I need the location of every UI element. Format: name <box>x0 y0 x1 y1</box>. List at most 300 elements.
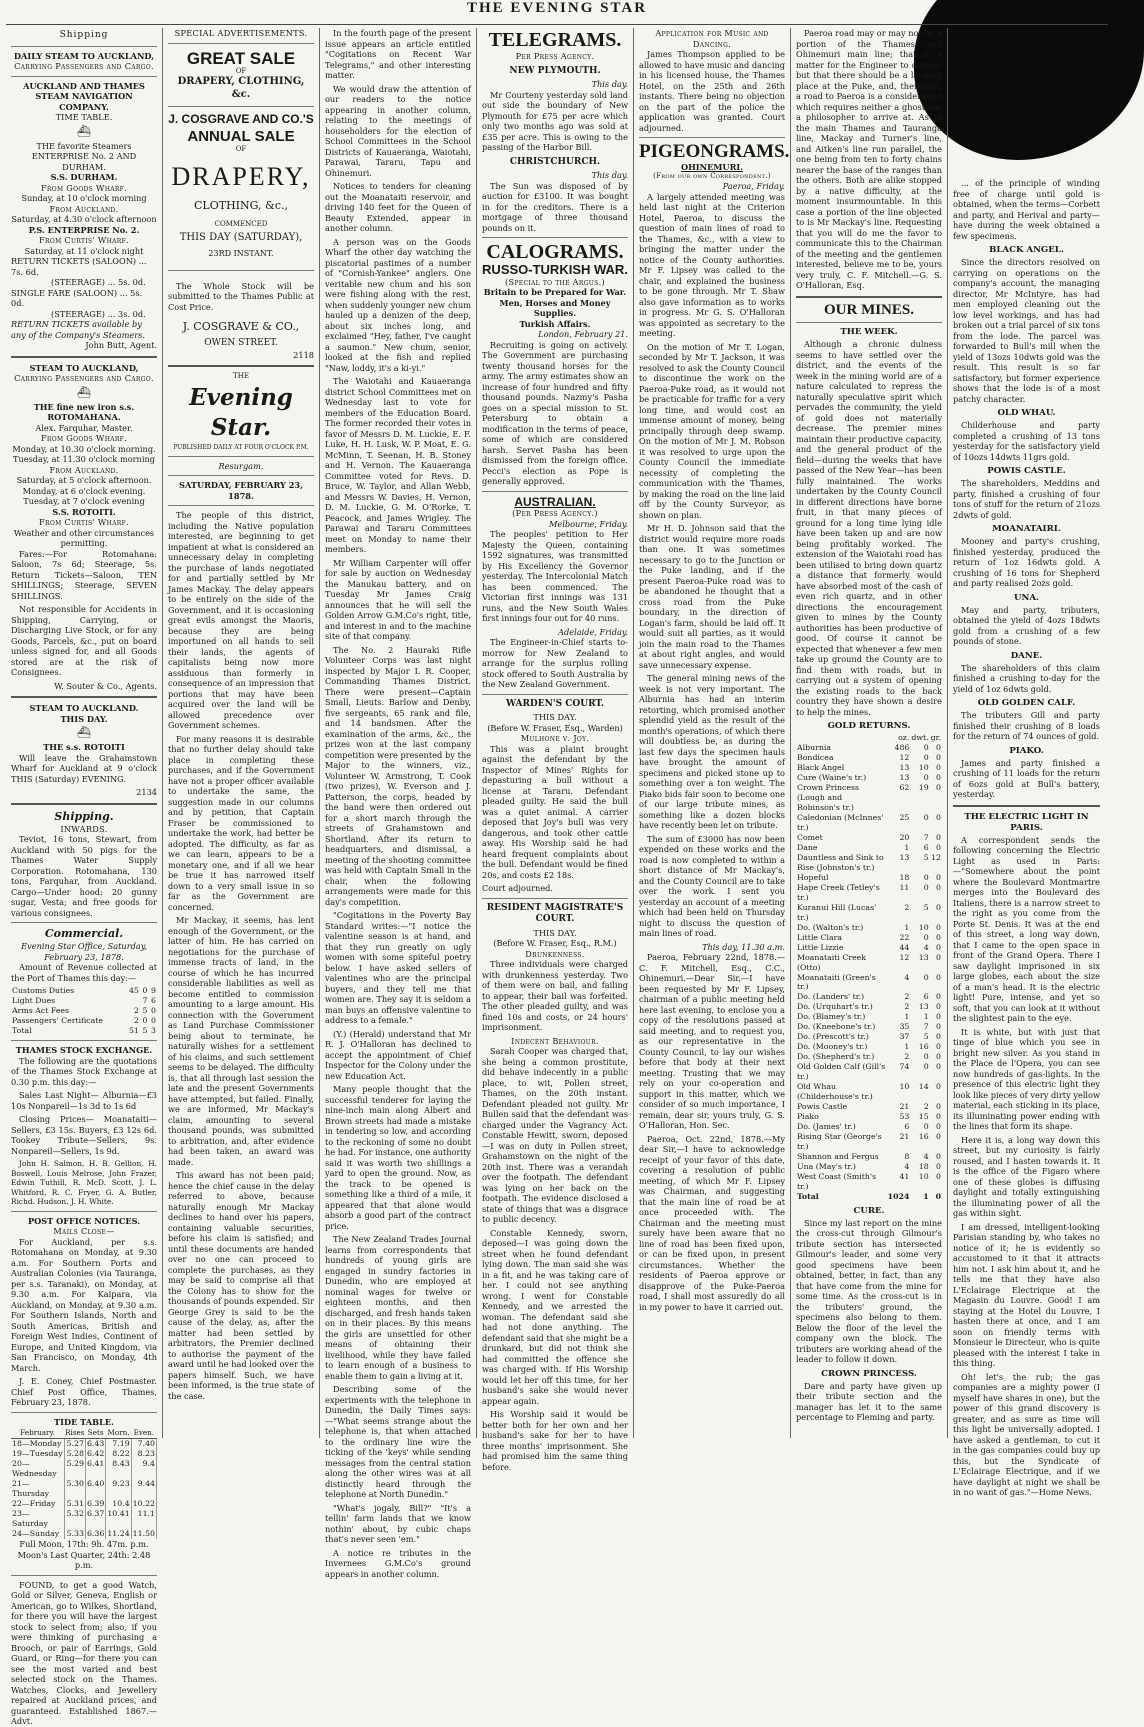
steamer-icon: ⛴ <box>77 385 91 399</box>
tide-cell: 10.41 <box>106 1509 131 1529</box>
gold-dwt: 0 <box>923 1062 929 1072</box>
electric-light-heading: THE ELECTRIC LIGHT IN PARIS. <box>964 811 1089 833</box>
gold-gr: 0 <box>936 1132 941 1141</box>
masthead-rule <box>6 24 1108 25</box>
gold-dwt: 4 <box>923 942 929 952</box>
gold-row <box>796 992 942 1002</box>
gold-oz: 2 <box>904 992 910 1002</box>
ad-day: THIS DAY. <box>60 713 108 724</box>
great-sale-title: GREAT SALE <box>186 48 296 68</box>
place-heading: NEW PLYMOUTH. <box>509 65 601 76</box>
mine-name: Comet <box>797 832 823 842</box>
gold-gr: 0 <box>936 743 941 753</box>
gold-row <box>796 1032 942 1042</box>
revenue-pounds: 2 <box>133 1016 139 1026</box>
gold-row <box>796 1062 942 1082</box>
news-paragraph: (Y.) (Herald) understand that Mr R. J. O'Halloran has declined to accept the appointment of Chief Inspector for the Colony under the new Education Act. <box>325 1028 471 1081</box>
mine-heading: CURE. <box>853 1205 885 1216</box>
revenue-label: Passengers' Certificate <box>12 1016 104 1026</box>
gold-dwt: 13 <box>918 1002 929 1012</box>
revenue-shillings: 7 <box>142 996 148 1006</box>
mine-name: Alburnia <box>797 743 832 753</box>
mine-paragraph: The shareholders of this claim finished a crushing to-day for the yield of 1oz 6dwts gold. <box>953 662 1100 694</box>
news-paragraph: Describing some of the experiments with the telephone in Dunedin, the Daily Times says:—"What seems strange about the telephone is, that when attached to the ordinary line wire the ticking of the 'keys' while sending messages from the central station along the other wires was at all distinctly heard through the telephone at North Dunedin." <box>325 1384 471 1499</box>
gold-gr: 0 <box>936 972 941 982</box>
ad-number: 2134 <box>136 787 157 798</box>
gold-gr: 0 <box>936 922 941 932</box>
dateline: Evening Star Office, Saturday, February 23, 1878. <box>21 941 147 962</box>
court-paragraph: Sarah Cooper was charged that, she being a common prostitute, did behave indecently in a public place, to wit, Pollen street, Thames, on the 20th instant. Defendant pleaded not guilty. Mr Bullen said that the defendant was charged under the Vagrancy Act. Constable Hewitt, sworn, deposed—I was on duty in Pollen street, Grahamstown on the night of the 20th inst. There was a verandah over the footpath. The defendant was lying on her back on the footpath. The evidence disclosed a state of things that was a disgrace to public decency. <box>482 1046 628 1225</box>
schedule-line: From Curtis' Wharf. <box>39 517 129 528</box>
masthead: THE EVENING STAR <box>466 0 648 16</box>
revenue-pence: 6 <box>151 996 156 1006</box>
gold-oz: 11 <box>899 882 910 892</box>
gold-row <box>796 1152 942 1162</box>
fare-line: SINGLE FARE (SALOON) ... 5s. 0d. <box>11 287 143 309</box>
mine-heading: PIAKO. <box>1009 745 1044 756</box>
mine-name: Piako <box>797 1112 819 1122</box>
gold-dwt: 0 <box>923 932 929 942</box>
revenue-row <box>11 1006 157 1016</box>
enterprise-head: P.S. ENTERPRISE No. 2. <box>28 224 140 235</box>
tide-cell: 5.33 <box>64 1529 85 1539</box>
news-paragraph: "What's jogaly, Bill?" "It's a tellin' farm lands that we know nothin' about, by cubic chaps that's never seen 'em." <box>325 1502 471 1544</box>
gold-gr: 0 <box>936 932 941 942</box>
steamer-icon: ⛴ <box>77 726 91 740</box>
this-day-line: THIS DAY (SATURDAY), <box>179 232 303 244</box>
stock-intro: The following are the quotations of the Thames Stock Exchange at 0.30 p.m. this day:— <box>11 1055 157 1087</box>
gold-row <box>796 763 942 773</box>
schedule-line: From Auckland. <box>49 203 119 214</box>
mine-paragraph: Childerhouse and party completed a crushing of 13 tons yesterday for the satisfactory yield of 10ozs 14dwts 11grs gold. <box>953 420 1100 462</box>
court-paragraph: His Worship said it would be better both for her own and her husband's sake for her to have three months' imprisonment. She had promised him the same thing before. <box>482 1409 628 1472</box>
gold-row <box>796 1042 942 1052</box>
gold-gr: 12 <box>931 852 941 862</box>
revenue-row <box>11 996 157 1006</box>
address: OWEN STREET. <box>204 338 278 349</box>
gold-oz: 62 <box>899 783 910 793</box>
mine-heading: MOANATAIRI. <box>992 524 1061 534</box>
schedule-line: Saturday, at 11 o'clock night <box>24 245 144 256</box>
schedule-line: Saturday, at 4.30 o'clock afternoon <box>11 214 157 225</box>
revenue-label: Light Dues <box>12 996 56 1006</box>
instant-line: 23RD INSTANT. <box>208 249 274 259</box>
war-heading: RUSSO-TURKISH WAR. <box>482 262 628 278</box>
section-heading: SPECIAL ADVERTISEMENTS. <box>174 28 308 38</box>
gold-row <box>796 1162 942 1172</box>
gold-gr: 0 <box>936 1062 941 1072</box>
dateline: This day, 11.30 a.m. <box>702 941 785 952</box>
gold-gr: 0 <box>936 1002 941 1012</box>
gold-unit-header: dwt. <box>911 733 929 743</box>
mine-name: Kuranui Hill (Lucas' tr.) <box>797 902 877 922</box>
mine-name: Rising Star (George's tr.) <box>797 1132 882 1151</box>
tide-row <box>11 1509 157 1529</box>
mine-name: Do. (Mooney's tr.) <box>797 1042 868 1052</box>
tide-cell: 5.27 <box>64 1439 85 1449</box>
gold-dwt: 10 <box>918 1171 929 1181</box>
revenue-pounds: 45 <box>128 986 139 996</box>
court-paragraph: Three individuals were charged with drunkenness yesterday. Two of them were on bail, and failing to appear, their bail was forfeited. The other pleaded guilty, and was fined 10s and costs, or 24 hours' imprisonment. <box>482 959 628 1033</box>
schedule-line: Saturday, at 5 o'clock afternoon. Monday, at 6 o'clock evening. Tuesday, at 7 o'clock evening <box>16 475 152 507</box>
mine-name: Do. (Kneebone's tr.) <box>797 1022 876 1032</box>
dateline: London, February 21. <box>538 329 628 340</box>
gold-dwt: 0 <box>923 1052 929 1062</box>
tide-cell: 23—Saturday <box>11 1509 64 1529</box>
gold-row <box>796 1002 942 1012</box>
tide-column-header: Rises <box>65 1428 85 1438</box>
case-name: Mulhone v. Joy. <box>520 733 590 744</box>
pigeongram-paragraph: The general mining news of the week is not very important. The Alburnia has had an interim retorting, which promised another splendid yield as the result of the month's operations, of which there will doubtless be, as during the last few days the specimen hauls have brought the amount of specimens and picked stone up to something over a ton weight. The Piako bids fair soon to become one of our large tribute mines, as something like a dozen blocks have recently been let on tribute. <box>639 673 785 831</box>
motto: Resurgam. <box>218 460 264 471</box>
mine-name: Caledonian (McInnes' tr.) <box>797 813 884 832</box>
gold-oz: 13 <box>899 773 910 783</box>
agent-signature: John Butt, Agent. <box>85 340 157 351</box>
news-paragraph: Notices to tenders for cleaning out the Moanataiti reservoir, and driving 140 feet for the Queen of Beauty Extended, appear in another column. <box>325 181 471 233</box>
gold-gr: 0 <box>936 1161 941 1171</box>
news-paragraph: In the fourth page of the present issue appears an article entitled "Cogitations on Recent War Telegrams," and other interesting matter. <box>325 28 471 80</box>
tide-table <box>11 1427 157 1539</box>
gold-dwt: 1 <box>923 1012 929 1022</box>
mines-heading: OUR MINES. <box>823 301 914 318</box>
gold-oz: 12 <box>899 952 910 962</box>
gold-total-label: Total <box>797 1191 819 1201</box>
mine-name: Una (May's tr.) <box>797 1161 856 1171</box>
gold-gr: 0 <box>936 1012 941 1022</box>
leader-paragraph: The people of this district, including the Native population interested, are beginning to get impatient at what is considered an unnecessary delay in completing the purchase of lands negotiated for and partially settled by Mr James Mackay. The delay appears to be entirely on the side of the Government, and it is occasioning great evils amongst the Maoris, because they are being importuned on all hands to sell their lands, the agents of capitalists being now more assiduous than formerly in consequence of an impression that portions that may have been acquired over the land will be allowed precedence over Government schemes. <box>168 510 314 731</box>
gold-dwt: 15 <box>918 1112 929 1122</box>
gold-oz: 4 <box>904 972 910 982</box>
mine-heading: CROWN PRINCESS. <box>821 1368 917 1379</box>
gold-dwt: 16 <box>918 1042 929 1052</box>
mine-name: Hopeful <box>797 872 829 882</box>
subheading: Per Press Agency. <box>515 51 595 61</box>
mine-paragraph: Since the directors resolved on carrying on operations on the company's account, the managing director, Mr McIntyre, has had men employed cleaning out the low level workings, and has had broken out a trial parcel of six tons from the lode. The parcel was forwarded to Bull's mill when the yield of 13ozs 10dwts gold was the result. This result is so far satisfactory, but former experience shows that the lode is of a most patchy character. <box>953 257 1100 404</box>
news-paragraph: "Cogitations in the Poverty Bay Standard writes:—"I notice the valentine season is at hand, and that they run greatly on ugly women with some spiteful poetry below. I have asked sellers of valentines who are the principal buyers, and they tell me that women are. They say it is seldom a man buys an offensive valentine to address to a female." <box>325 910 471 1025</box>
gold-unit-header: oz. <box>898 733 910 743</box>
deck-line: Turkish Affairs. <box>519 318 591 329</box>
tide-cell: 6.41 <box>85 1459 105 1479</box>
annual-sale-title: ANNUAL SALE <box>187 128 295 146</box>
gold-gr: 0 <box>936 942 941 952</box>
gold-gr: 0 <box>936 872 941 882</box>
mine-name: Hape Creek (Tetley's tr.) <box>797 882 880 902</box>
mine-name: Moanataiti Creek (Otto) <box>797 952 867 972</box>
mine-heading: UNA. <box>1013 592 1039 603</box>
mine-name: Dauntless and Sink to Rise (Johnston's tr.) <box>797 852 884 872</box>
mine-name: Old Whau (Childerhouse's tr.) <box>797 1082 873 1102</box>
schedule-line: From Goods Wharf. <box>40 433 128 444</box>
schedule-line: From Goods Wharf. <box>40 182 128 193</box>
signature: J. COSGRAVE & CO., <box>182 320 300 334</box>
gold-row <box>796 973 942 993</box>
drapery-line: DRAPERY, CLOTHING, &c. <box>177 76 305 101</box>
gold-dwt: 0 <box>923 773 929 783</box>
gold-gr: 0 <box>936 763 941 773</box>
company-name: AUCKLAND AND THAMES STEAM NAVIGATION COMPANY. <box>23 80 145 112</box>
schedule-line: From Auckland. <box>49 464 119 475</box>
mine-name: Do. (Urquhart's tr.) <box>797 1002 873 1012</box>
gold-gr: 0 <box>936 1102 941 1112</box>
letter-paragraph: Paeroa, Oct. 22nd, 1878.—My dear Sir,—I have to acknowledge receipt of your favor of this date, covering a resolution of public meeting, of which Mr F. Lipsey was Chairman, and suggesting that the main line of road be at once proceeded with. The Chairman and the meeting must surely have been aware that no line of road has been fixed upon, or can be fixed upon, in present circumstances. Whether the residents of Paeroa approve or disapprove of the Puke-Paeroa road, I shall most assuredly do all in my power to have it carried out. <box>639 1133 785 1312</box>
gold-oz: 25 <box>899 813 910 822</box>
gold-oz: 12 <box>899 753 910 763</box>
article-paragraph: Here it is, a long way down this street, but my curiosity is fairly roused, and I hasten towards it. It is the office of the Figaro where one of these globes is diffusing daylight and totally extinguishing the illuminating power of all the gas within sight. <box>953 1134 1100 1218</box>
gold-row <box>796 773 942 783</box>
revenue-label: Customs Duties <box>12 986 75 996</box>
gold-oz: 18 <box>899 872 910 882</box>
gold-oz: 13 <box>899 852 910 862</box>
mine-paragraph: ... of the principle of winding free of charge until gold is obtained, when the terms—Corbett and party, and Herival and party—have during the week obtained a few specimens. <box>953 178 1100 241</box>
gold-gr: 0 <box>936 773 941 783</box>
issue-date: SATURDAY, FEBRUARY 23, 1878. <box>179 480 303 501</box>
ad-number: 2118 <box>293 349 314 360</box>
weather-note: Weather and other circumstances permitting. <box>13 527 155 549</box>
leader-paragraph: Mr Mackay, it seems, has lent enough of the Government, or the latter of him. He has carried on negotiations for the purchase of immense tracts of land, in the course of which he has incurred considerable liabilities as well as become entitled to commission amounting to a large amount. His connection with the Government as Land Purchase Commissioner being about to terminate, he naturally wishes for a settlement of his claims, and such settlement seems to be delayed. The difficulty is, that all through last session the late and the present Governments have attempted, but failed. Finally, we are informed, Mr Mackay's claim, amounting to several thousand pounds, was submitted to arbitration, and, after evidence had been taken, an award was made. <box>168 915 314 1167</box>
revenue-pence: 3 <box>151 1026 156 1036</box>
court-before: (Before W. Fraser, Esq., R.M.) <box>493 938 617 949</box>
revenue-label: Total <box>12 1026 32 1036</box>
tide-cell: 5.32 <box>64 1509 85 1529</box>
gold-dwt: 18 <box>918 1161 929 1171</box>
subheading: (Per Press Agency.) <box>512 508 598 519</box>
shipping-paragraph: Teviot, 16 tons, Stewart, from Auckland with 50 pigs for the Thames Water Supply Corporation. Rotomahana, 130 tons, Farquhar, from Auckland. Cargo—Under hood: 20 gunny sugar, Vesta; and free goods for various consignees. <box>11 834 157 918</box>
gold-gr: 0 <box>936 1042 941 1052</box>
mine-name: Black Angel <box>797 763 845 773</box>
news-paragraph: The No. 2 Hauraki Rifle Volunteer Corps was last night inspected by Major I. R. Cooper, Commanding Thames District. There were present—Captain Small, Lieuts. Barlow and Denby, five sergeants, 65 rank and file, and 14 bandsmen. After the examination of the arms, &c., the prizes won at the last company competition were presented by the Major to the winners, viz., Volunteer W. Armstrong, T. Cook (two prizes), W. Everson and J. Patterson, the corps, headed by the band were then ordered out for a short march through the streets of Grahamstown and Shortland. After its return to headquarters, and dismissal, a meeting of the shooting committee was held with Captain Small in the chair, when the following arrangements were made for this day's competition. <box>325 644 471 907</box>
gold-row <box>796 743 942 753</box>
jeweller-advert: FOUND, to get a good Watch, Gold or Silver, Geneva, English or American, go to Wilkes, Shortland, for there you will have the largest stock to select from; also, if you were thinking of purchasing a Brooch, or pair of Earrings, Gold Guard, or Ring—for there you can see the most varied and best selected stock on the Thames. Watches, Clocks, and Jewellery repaired at Auckland prices, and guaranteed. Established 1867.—Advt. <box>11 1579 157 1726</box>
gold-gr: 0 <box>936 753 941 763</box>
agent-signature: W. Souter & Co., Agents. <box>54 680 157 691</box>
section-heading: THAMES STOCK EXCHANGE. <box>15 1045 153 1056</box>
tide-cell: 6.37 <box>85 1509 105 1529</box>
stock-brokers: John H. Salmon, H. B. Gellion, H. Boswell, Louis Melrose, John Frazer, Edwin Tuthill, R. McD. Scott, J. L. Whitford, R. C. Fryer, G. A. Butler, Richd. Hudson, J. H. White. <box>11 1159 157 1207</box>
gold-oz: 1 <box>904 1012 910 1022</box>
gold-header-blank <box>796 733 887 743</box>
news-paragraph: The New Zealand Trades Journal learns from correspondents that hundreds of young girls are engaged in sundry factories in Dunedin, who are employed at nominal wages for twelve or eighteen months, and then discharged, and fresh hands taken on in their places. By this means the girls are unsettled for other means of obtaining their livelihood, while they have failed to learn enough of a business to enable them to gain a living at it. <box>325 1234 471 1381</box>
gold-gr: 0 <box>936 1122 941 1132</box>
news-paragraph: A person was on the Goods Wharf the other day watching the piscatorial pastimes of a number of "Cornish-Yankee" anglers. One veritable new chum and his son were fishing along with the rest, when suddenly younger new chum hauled up a denizen of the deep, about six inches long, and exclaimed "Hey, father, I've caught a saumon." New chum, senior, looked at the fish and replied "Naw, loddy, it's a ki-yi." <box>325 236 471 373</box>
pigeongram-paragraph: The sum of £3000 has now been expended on these works and the road is now completed to within a short distance of Mr Mackay's, and the County Council are to take over the work. I sent you yesterday an account of a meeting which had been held on Thursday night to discuss the question of main lines of road. <box>639 833 785 939</box>
place-heading: OHINEMURI. <box>680 161 744 172</box>
gold-gr: 0 <box>936 813 941 822</box>
gold-row <box>796 843 942 853</box>
section-heading: POST OFFICE NOTICES. <box>27 1215 141 1226</box>
subheading: (From our own Correspondent.) <box>653 172 771 181</box>
tide-cell: 6.40 <box>85 1479 105 1499</box>
tide-cell: 19—Tuesday <box>12 1449 63 1459</box>
pigeongram-paragraph: A largely attended meeting was held last night at the Criterion Hotel, Paeroa, to discuss the question of main lines of road to the Thames, &c., with a view to bringing the matter under the notice of the County authorities. Mr F. Lipsey was called to the chair, and explained the business to be gone through. Mr T. Shaw also gave information as to works in progress. Mr G. S. O'Halloran was appointed as secretary to the meeting. <box>639 191 785 339</box>
tide-cell: 18—Monday <box>11 1439 64 1449</box>
telegram-paragraph: The Engineer-in-Chief starts to-morrow for New Zealand to arrange for the surplus rolling stock offered to South Australia by the New Zealand Government. <box>482 637 628 690</box>
tide-cell: 8.23 <box>131 1449 156 1459</box>
gold-oz: 74 <box>899 1062 910 1072</box>
steamer-name: THE s.s. ROTOITI <box>43 742 125 753</box>
steamer-name: S.S. ROTOITI. <box>52 506 116 517</box>
tide-note: Full Moon, 17th: 9h. 47m. p.m. Moon's Last Quarter, 24th: 2.48 p.m. <box>17 1539 151 1570</box>
court-before: (Before W. Fraser, Esq., Warden) <box>487 722 623 733</box>
gold-gr: 0 <box>936 783 941 793</box>
ad-subtitle: Carrying Passengers and Cargo. <box>14 373 154 384</box>
paper-nameplate: Evening Star. <box>189 384 293 441</box>
gold-row <box>796 953 942 973</box>
article-paragraph: I am dressed, intelligent-looking Parisian standing by, who takes no notice of it; he is evidently so accustomed to it that it attracts him not. I ask him about it, and he tells me that they have also L'Eclairage Electrique at the Magasin du Louvre. Good! I am staying at the Hotel du Louvre, I hasten there at once, and I am soon on friendly terms with Monsieur le Directeur, who is quite pleased with the interest I take in this thing. <box>953 1221 1100 1368</box>
tide-row <box>11 1459 157 1479</box>
schedule-line: From Curtis' Wharf. <box>39 235 129 246</box>
connector-text: OF <box>235 145 247 154</box>
gold-gr: 0 <box>936 952 941 962</box>
stock-closing: Closing Prices— Moanataiti—Sellers, £3 15s. Buyers, £3 12s 6d. Tookey Tribute—Sellers, 9s. Nonpareil—Sellers, 1s 9d. <box>11 1114 157 1156</box>
gold-row <box>796 1022 942 1032</box>
gold-gr: 0 <box>936 1151 941 1161</box>
post-paragraph: For Auckland, per s.s. Rotomahana on Monday, at 9.30 a.m. For Southern Ports and Australian Colonies (via Tauranga, per s.s. Taranaki), on Monday, at 9.30 a.m. For Kaipara, via Auckland, on Monday, at 9.30 a.m. For Southern Islands, North and South Americas, British and Foreign West Indies, Continent of Europe, and United Kingdom, via San Francisco, on Monday, 4th March. <box>11 1236 157 1373</box>
gold-row <box>796 813 942 833</box>
dateline: Adelaide, Friday. <box>558 626 628 637</box>
tide-cell: 6.36 <box>86 1529 105 1539</box>
mine-paragraph: Mooney and party's crushing, finished yesterday, produced the return of 1oz 16dwts gold. A crushing of 16 tons for Shepherd and party realised 2ozs gold. <box>953 536 1100 588</box>
gold-oz: 10 <box>899 1082 910 1092</box>
mine-name: Moanataiti (Green's tr.) <box>797 972 876 992</box>
gold-row <box>796 1102 942 1112</box>
gold-dwt: 13 <box>918 952 929 962</box>
master-name: Alex. Farquhar, Master. <box>35 422 133 433</box>
revenue-pounds: 2 <box>133 1006 139 1016</box>
gold-unit-header: gr. <box>930 733 941 743</box>
gold-gr: 0 <box>936 992 941 1002</box>
gold-dwt: 0 <box>923 972 929 982</box>
time-table-label: TIME TABLE. <box>55 112 113 123</box>
gold-row <box>796 943 942 953</box>
tide-cell: 11.24 <box>107 1529 130 1539</box>
case-name: Application for Music and Dancing. <box>655 28 769 49</box>
telegram-paragraph: The peoples' petition to Her Majesty the Queen, containing 1592 signatures, was transmitted by His Excellency the Governor yesterday. The Intercolonial Match has been commenced. The Victorian first innings was 131 runs, and the New South Wales first innings four out for 40 runs. <box>482 529 628 624</box>
gold-total-value: 1 <box>923 1191 929 1201</box>
revenue-pence: 0 <box>151 1006 156 1016</box>
gold-gr: 0 <box>936 902 941 912</box>
gold-row <box>796 1132 942 1152</box>
pigeongrams-heading: PIGEONGRAMS. <box>639 141 790 162</box>
section-heading: TIDE TABLE. <box>54 1416 114 1427</box>
gold-row <box>796 753 942 763</box>
court-heading: RESIDENT MAGISTRATE'S COURT. <box>486 902 624 925</box>
gold-oz: 37 <box>899 1032 910 1042</box>
section-heading: Shipping. <box>54 809 114 823</box>
gold-oz: 1 <box>904 842 910 852</box>
mine-name: West Coast (Smith's tr.) <box>797 1171 877 1191</box>
tide-cell: 11.1 <box>131 1509 156 1529</box>
deck-line: Men, Horses and Money Supplies. <box>499 297 611 319</box>
news-paragraph: Many people thought that the successful tenderer for laying the nine-inch main along Albert and Brown streets had made a mistake in tendering so low, and according to the reckoning of some no doubt he had. For instance, one authority said it was worth two shillings a yard to open the ground. Now, as the track to be opened is something like a third of a mile, it appeared that that alone would absorb a good part of the contract price. <box>325 1084 471 1231</box>
mine-name: Cure (Waine's tr.) <box>797 773 867 783</box>
fares-paragraph: Fares:—For Rotomahana: Saloon, 7s 6d; Steerage, 5s. Return Tickets—Saloon, TEN SHILLINGS; Steerage, SEVEN SHILLINGS. <box>11 548 157 601</box>
revenue-shillings: 5 <box>142 1006 148 1016</box>
tide-cell: 5.29 <box>64 1459 85 1479</box>
article-paragraph: Oh! let's the rub; the gas companies are a mighty power (I myself have shares in one), but the power of this grand discovery is greater, and as sure as time will this light be universally adopted. I have asked a gentleman, to cut it in the gas companies could buy up this, but the Syndicate of L'Eclairage Electrique, and if we have daylight at night we shall be in no want of gas."—Home News. <box>953 1371 1100 1497</box>
mine-name: Little Lizzie <box>797 942 844 952</box>
connector-text: OF <box>235 67 247 76</box>
gold-row <box>796 1012 942 1022</box>
gold-returns-table <box>796 733 942 1202</box>
tide-cell: 5.28 <box>64 1449 85 1459</box>
news-paragraph: We would draw the attention of our readers to the notice appearing in another column, relating to the meetings of householders for the election of School Committees in the School Districts of Kauaeranga, Waiotahi, Parawai, Tararu, Tapu and Ohinemuri. <box>325 83 471 178</box>
gold-gr: 0 <box>936 1082 941 1092</box>
section-heading: Commercial. <box>44 927 124 941</box>
commenced-label: COMMENCED <box>214 219 268 228</box>
gold-dwt: 2 <box>923 1102 929 1112</box>
cosgrave-title: J. COSGRAVE AND CO.'S <box>168 111 314 126</box>
gold-header-row <box>796 733 942 743</box>
column-3 <box>320 28 477 1579</box>
mine-name: Bondicea <box>797 753 834 763</box>
tide-row <box>11 1499 157 1509</box>
tide-row <box>11 1529 157 1539</box>
drapery-big: DRAPERY, <box>171 162 311 192</box>
news-paragraph: A notice re tributes in the Invernees G.M.Co's ground appears in another column. <box>325 1547 471 1579</box>
tide-column-header: Morn. <box>107 1428 130 1438</box>
gold-row <box>796 783 942 813</box>
article-paragraph: It is white, but with just that tinge of blue which you see in bright new silver. As you stand in the Place de l'Opera, you can see now hundreds of gas-lights. In the presence of this electric light they look like pieces of very dirty yellow material, each sticking in its place, its illuminating power ending with the lines that form its shape. <box>953 1026 1100 1131</box>
tide-cell: 5.31 <box>64 1499 85 1509</box>
gold-dwt: 5 <box>923 902 929 912</box>
letter-paragraph: Paeroa road may or may not be a portion of the Thames and Ohinemuri main line; that is a matter for the Engineer to decide; but that there should be a landing place at the Puke, and, therefore, a road to Paeroa is a consideration which requires neither a ghost nor a philosopher to arrive at. As to the main Thames and Tauranga line, Mackay and Turner's line, and Aitken's line run parallel, the one being from ten to forty chains nearer the base of the ranges than the others. Both are alike stopped by a native difficulty, at the moment insurmountable. In this case a portion of the line objected to is Mr Mackay's line. Requesting that you will do me the favor to communicate this to the Chairman of the meeting and the gentlemen interested, believe me to be, yours very truly, C. F. Mitchell.—G. S. O'Halloran, Esq. <box>796 28 942 290</box>
mines-paragraph: Although a chronic dulness seems to have settled over the district, and the events of the week in the mining world are of a nature calculated to repress the naturally speculative spirit which pervades the community, the yield of gold does not materially decrease. The premier mines maintain their productive capacity, and the general product of the field—during the weeks that have passed of the New Year—has been fully maintained. The works undertaken by the County Council in different directions have borne fruit, in that many pieces of ground for a long time lying idle have been taken up and are now being profitably worked. The extension of the Waiotahi road has been utilised to bring down quartz a distance that formerly would have absorbed most of the cash of even rich quartz, and in other directions the encouragement given to mines by the County authorities has been productive of good. Of course it cannot be expected that whenever a few men take up ground the County are to find them with roads, but in carrying out a system of opening the existing roads to the back country they have shown a desire to help the mines. <box>796 339 942 717</box>
dateline: Melbourne, Friday. <box>548 518 628 529</box>
whole-stock-note: The Whole Stock will be submitted to the Thames Public at Cost Price. <box>168 280 314 312</box>
fare-line: (STEERAGE) ... 5s. 0d. <box>51 277 146 288</box>
leader-paragraph: For many reasons it is desirable that no further delay should take place in completing these purchases, and if the Government have not a proper officer available to undertake the same, the suggestion made in our columns and by petition, that Captain Fraser be commissioned to undertake the work, had better be adopted. The difficulty, as far as we can learn, appears to be a monetary one, and if all we hear be true it has narrowed itself down to a very small issue in so far as the Government are concerned. <box>168 733 314 912</box>
gold-row <box>796 923 942 933</box>
gold-row <box>796 933 942 943</box>
gold-oz: 4 <box>904 1161 910 1171</box>
gold-row <box>796 833 942 843</box>
revenue-shillings: 5 <box>142 1026 148 1036</box>
gold-dwt: 6 <box>923 842 929 852</box>
gold-oz: 35 <box>899 1022 910 1032</box>
gold-oz: 21 <box>899 1102 910 1112</box>
durham-head: S.S. DURHAM. <box>50 172 118 183</box>
steamers-names: THE favorite Steamers ENTERPRISE No. 2 AND DURHAM. <box>31 140 137 172</box>
subheading: Mails Close— <box>53 1226 115 1237</box>
stock-sales: Sales Last Night— Alburnia—£3 10s Nonpareil—1s 3d to 1s 6d <box>11 1090 157 1111</box>
gold-dwt: 6 <box>923 992 929 1002</box>
tide-column-header: Sets <box>85 1427 105 1439</box>
gold-oz: 13 <box>899 763 910 773</box>
schedule-line: Monday, at 10.30 o'clock morning. Tuesday, at 11.30 o'clock morning <box>12 443 156 465</box>
fare-line: RETURN TICKETS (SALOON) ... 7s. 6d. <box>11 256 147 277</box>
gold-dwt: 4 <box>923 1151 929 1161</box>
pigeongram-paragraph: Mr H. D. Johnson said that the district would require more roads than one. It was sometimes necessary to go to the Junction or the Puke landing, and if the present Paeroa-Puke road was to be abandoned he thought that a cross road from the Puke boundary, in the direction of Logan's farm, should be laid off. It would suit all parties, as it would join the main road to the Thames at about right angles, and would save unnecessary expense. <box>639 523 785 670</box>
tide-row <box>11 1439 157 1449</box>
gold-dwt: 0 <box>923 753 929 763</box>
mine-paragraph: James and party finished a crushing of 11 loads for the return of 6ozs gold at Bull's battery, yesterday. <box>953 757 1100 799</box>
mine-heading: POWIS CASTLE. <box>987 466 1066 476</box>
gold-oz: 20 <box>899 832 910 842</box>
gold-oz: 44 <box>899 942 910 952</box>
gold-gr: 0 <box>936 1032 941 1042</box>
gold-dwt: 0 <box>923 743 929 753</box>
gold-row <box>796 903 942 923</box>
gold-oz: 41 <box>899 1171 910 1181</box>
revenue-shillings: 0 <box>142 986 148 996</box>
mine-name: Do. (Walton's tr.) <box>797 922 864 932</box>
published-line: PUBLISHED DAILY AT FOUR O'CLOCK P.M. <box>173 443 309 451</box>
tide-cell: 11.50 <box>132 1529 155 1539</box>
gold-oz: 2 <box>904 1002 910 1012</box>
leader-paragraph: This award has not been paid; hence the chief cause in the delay referred to above, because naturally enough Mr Mackay declines to hand over his papers, containing valuable securities, before his claim is satisfied; and until these documents are handed over no one can proceed to complete the purchases, as they may be said to comprise all that the Colony has to show for the thousands of pounds expended. Sir George Grey is said to be the cause of the delay, as, after the matter had been settled by arbitrators, the Premier declined to authorise the payment of the award until he had looked over the papers himself. Such, we have been informed, is the true state of the case. <box>168 1170 314 1401</box>
revenue-label: Arms Act Fees <box>12 1006 70 1016</box>
telegrams-heading: TELEGRAMS. <box>488 29 622 51</box>
